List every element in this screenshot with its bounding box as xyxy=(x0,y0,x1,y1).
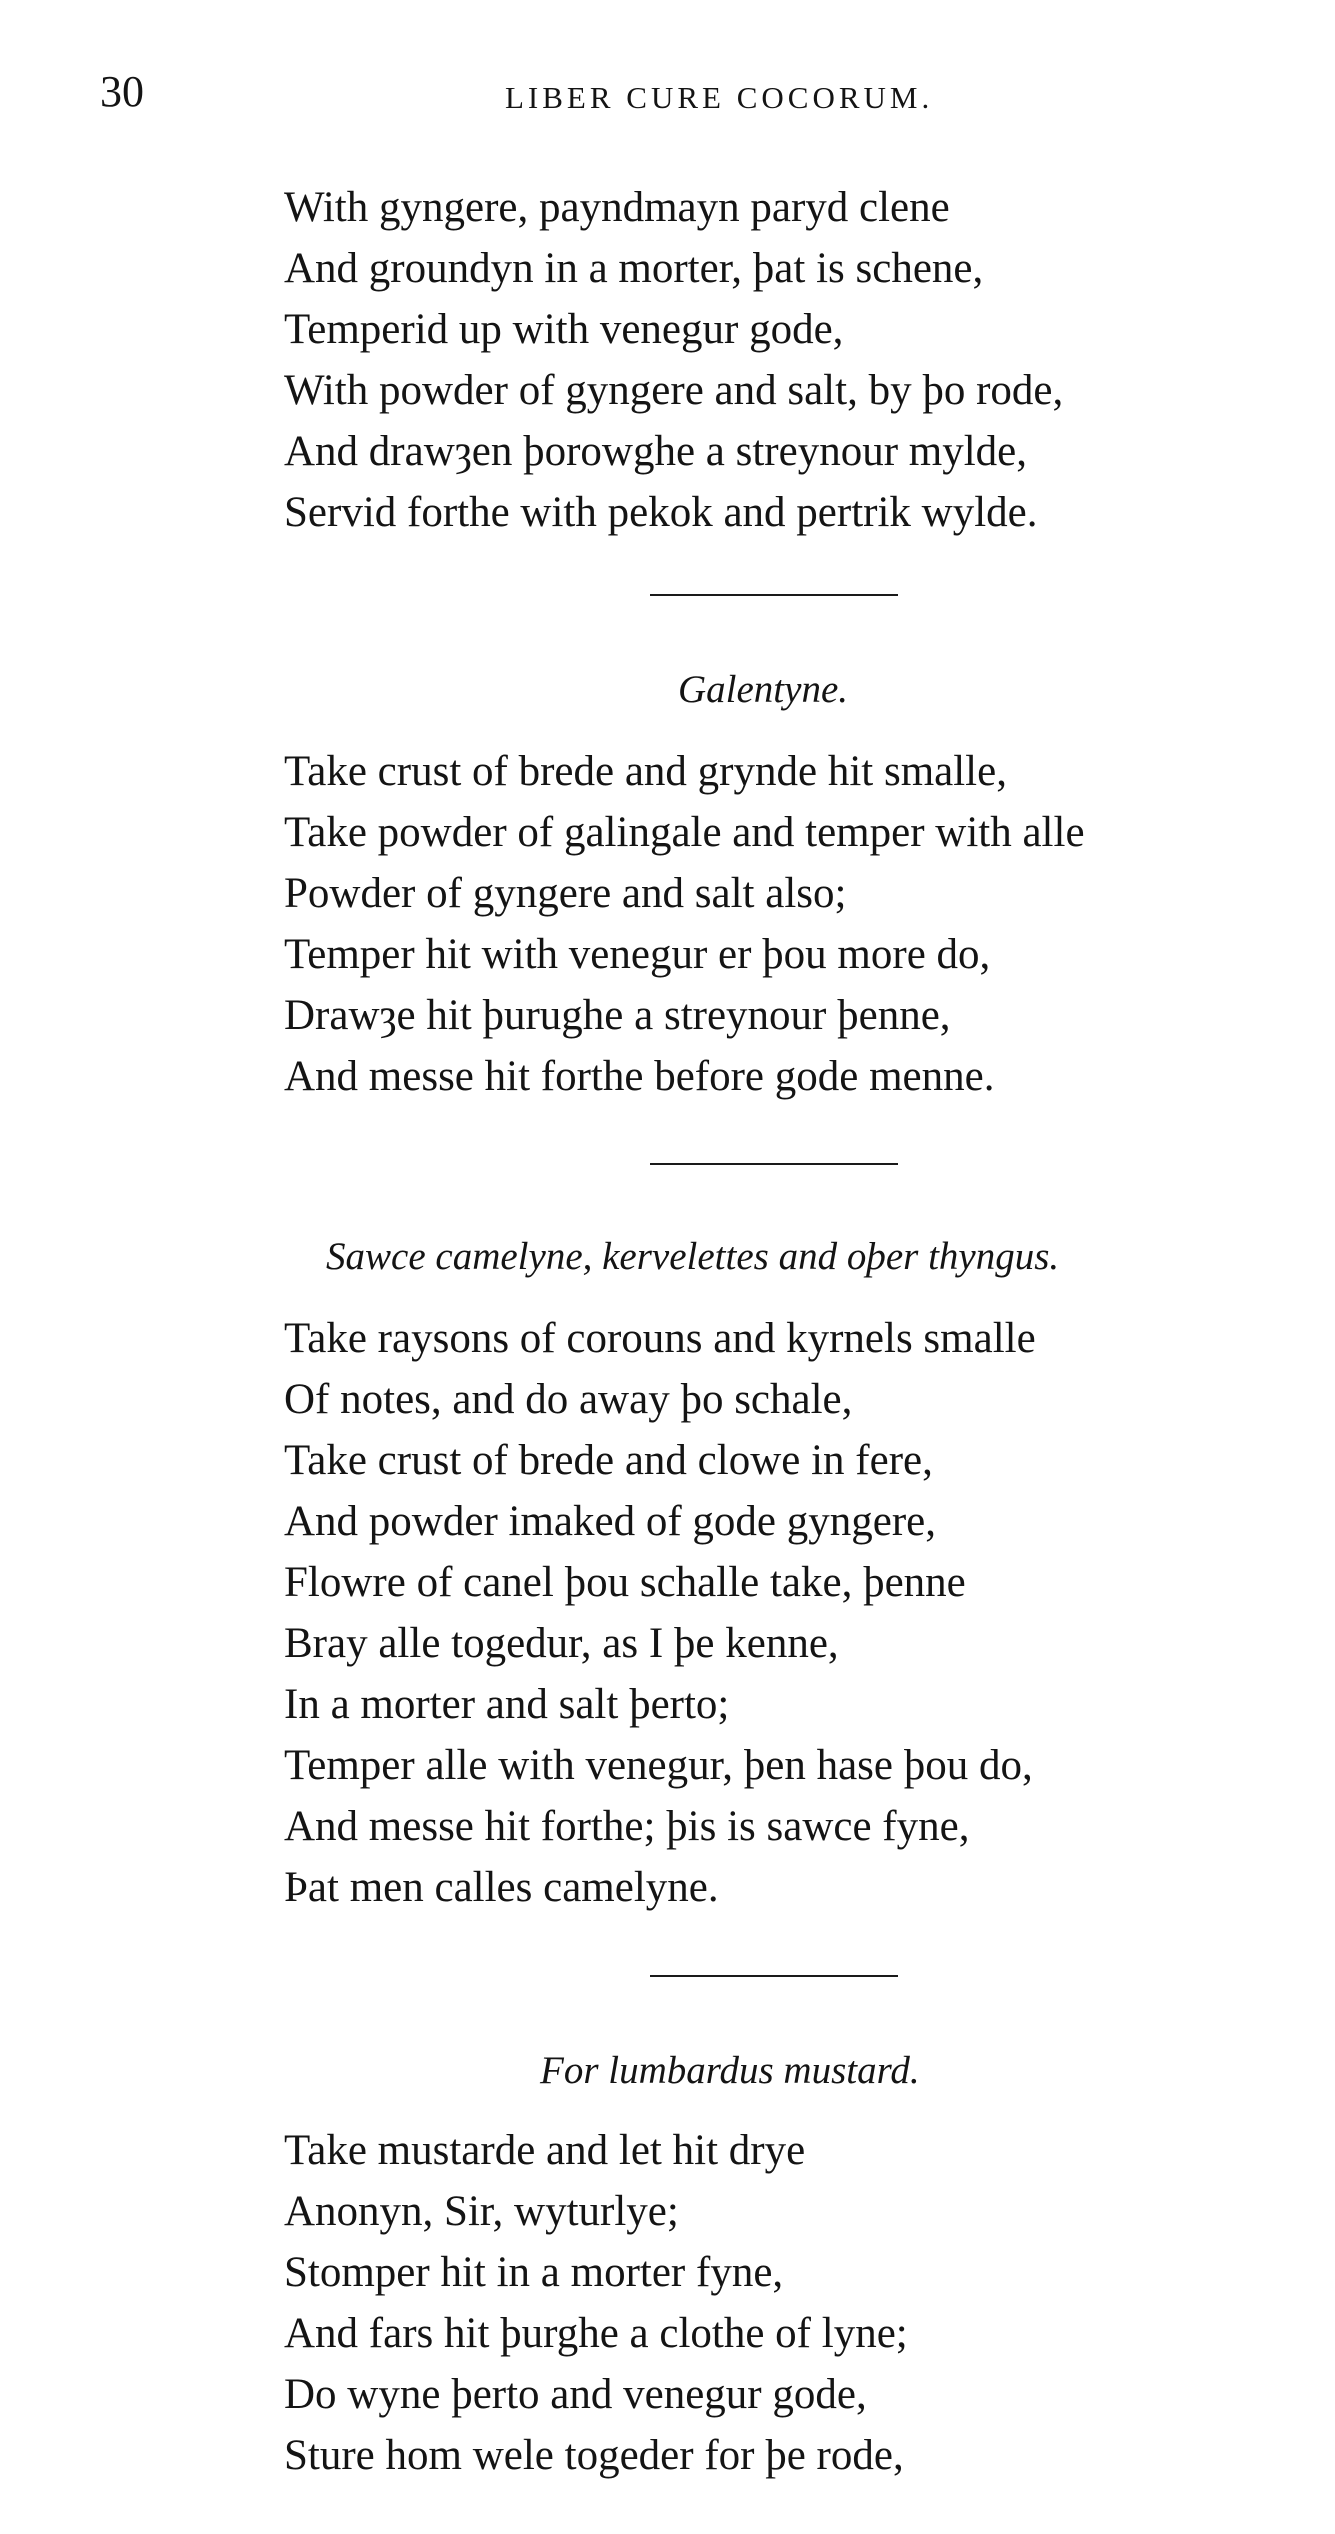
running-head: LIBER CURE COCORUM. xyxy=(505,80,934,115)
verse-line: And groundyn in a morter, þat is schene, xyxy=(284,245,984,292)
verse-line: And messe hit forthe before gode menne. xyxy=(284,1053,995,1100)
verse-line: In a morter and salt þerto; xyxy=(284,1681,730,1728)
section-divider xyxy=(650,1975,898,1977)
verse-line: With powder of gyngere and salt, by þo rode, xyxy=(284,367,1064,414)
verse-line: Servid forthe with pekok and pertrik wylde. xyxy=(284,489,1038,536)
page-number: 30 xyxy=(100,67,144,116)
recipe-heading-galentyne: Galentyne. xyxy=(678,668,849,711)
verse-line: Sture hom wele togeder for þe rode, xyxy=(284,2432,904,2479)
verse-line: Powder of gyngere and salt also; xyxy=(284,870,847,917)
verse-line: Drawȝe hit þurughe a streynour þenne, xyxy=(284,992,951,1039)
section-divider xyxy=(650,1163,898,1165)
verse-line: Take raysons of corouns and kyrnels smalle xyxy=(284,1315,1036,1362)
verse-line: Bray alle togedur, as I þe kenne, xyxy=(284,1620,839,1667)
verse-line: Take crust of brede and clowe in fere, xyxy=(284,1437,933,1484)
verse-line: Take powder of galingale and temper with alle xyxy=(284,809,1085,856)
verse-line: Take mustarde and let hit drye xyxy=(284,2127,806,2174)
verse-line: Of notes, and do away þo schale, xyxy=(284,1376,853,1423)
recipe-heading-lumbardus-mustard: For lumbardus mustard. xyxy=(540,2049,920,2092)
stanza-sawce-camelyne xyxy=(284,1308,1036,1918)
verse-line: And messe hit forthe; þis is sawce fyne, xyxy=(284,1803,970,1850)
verse-line: With gyngere, payndmayn paryd clene xyxy=(284,184,950,231)
verse-line: And powder imaked of gode gyngere, xyxy=(284,1498,936,1545)
verse-line: Do wyne þerto and venegur gode, xyxy=(284,2371,867,2418)
verse-line: Temper alle with venegur, þen hase þou do, xyxy=(284,1742,1033,1789)
recipe-heading-sawce-camelyne: Sawce camelyne, kervelettes and oþer thyngus. xyxy=(326,1235,1060,1278)
verse-line: And fars hit þurghe a clothe of lyne; xyxy=(284,2310,908,2357)
verse-line: Flowre of canel þou schalle take, þenne xyxy=(284,1559,966,1606)
stanza-continued-recipe xyxy=(284,177,1063,543)
verse-line: Anonyn, Sir, wyturlye; xyxy=(284,2188,679,2235)
stanza-galentyne xyxy=(284,741,1085,1107)
verse-line: And drawȝen þorowghe a streynour mylde, xyxy=(284,428,1028,475)
stanza-lumbardus-mustard xyxy=(284,2120,908,2486)
section-divider xyxy=(650,594,898,596)
verse-line: Temper hit with venegur er þou more do, xyxy=(284,931,991,978)
verse-line: Take crust of brede and grynde hit smalle, xyxy=(284,748,1007,795)
verse-line: Þat men calles camelyne. xyxy=(284,1864,719,1911)
verse-line: Temperid up with venegur gode, xyxy=(284,306,844,353)
verse-line: Stomper hit in a morter fyne, xyxy=(284,2249,784,2296)
